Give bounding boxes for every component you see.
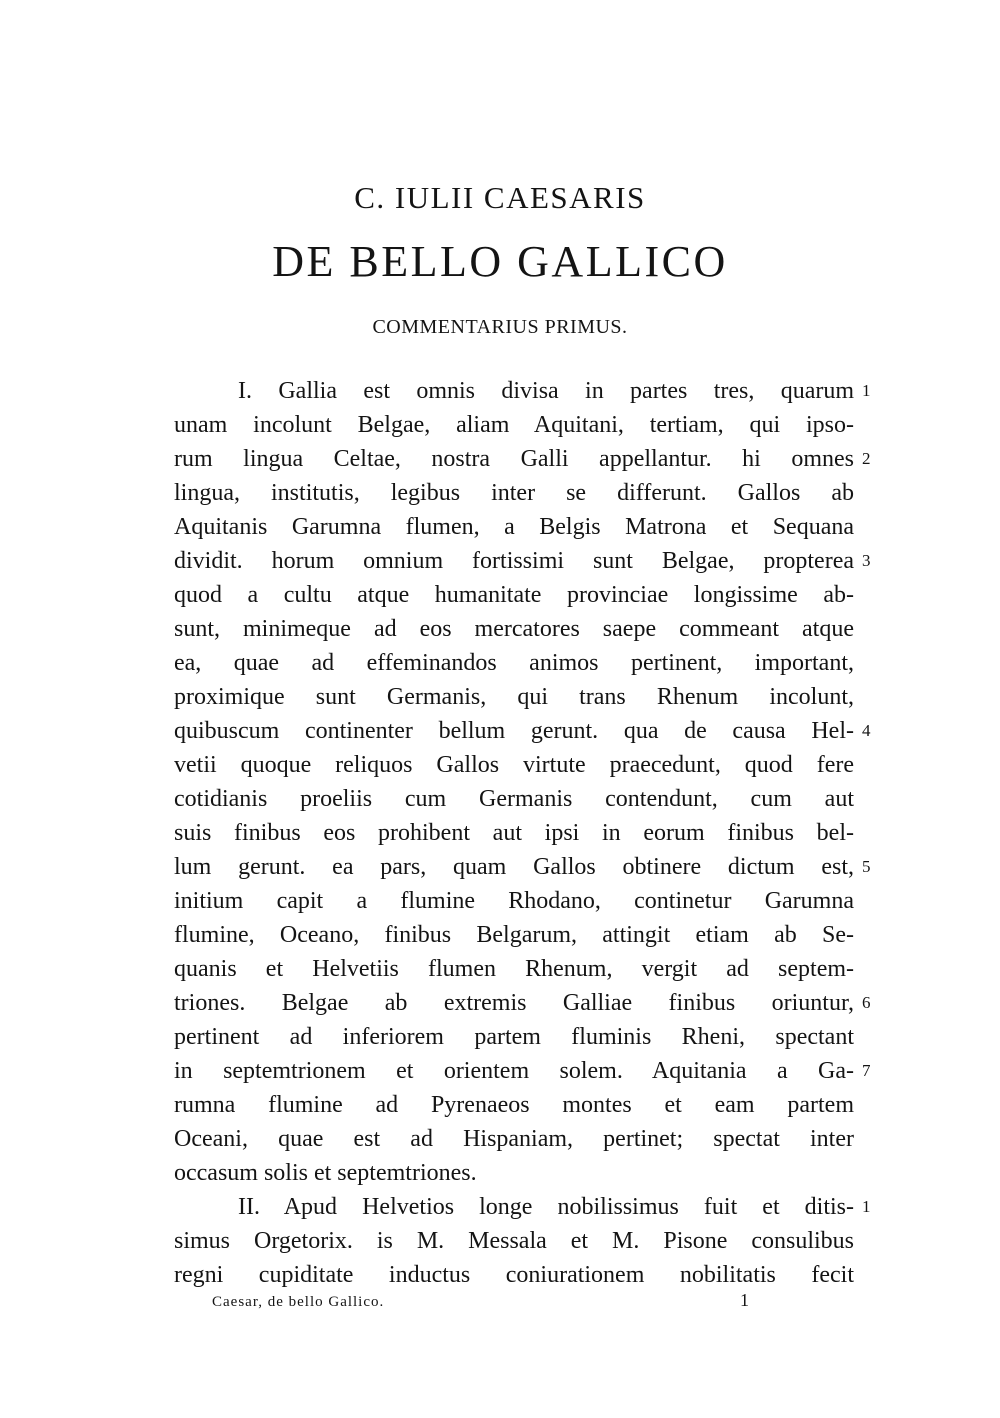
margin-number: 5 [862,857,871,876]
text-line: triones. Belgae ab extremis Galliae finibus oriuntur, [174,990,854,1016]
text-line: vetii quoque reliquos Gallos virtute praecedunt, quod fere [174,752,854,778]
footer-title: Caesar, de bello Gallico. [212,1294,385,1310]
text-line: suis finibus eos prohibent aut ipsi in eorum finibus bel- [174,820,854,846]
text-line: sunt, minimeque ad eos mercatores saepe commeant atque [174,616,854,642]
text-line: quibuscum continenter bellum gerunt. qua de causa Hel- [174,718,854,744]
text-line: pertinent ad inferiorem partem fluminis Rheni, spectant [174,1024,854,1050]
margin-number: 1 [862,1197,871,1216]
text-line: lum gerunt. ea pars, quam Gallos obtinere dictum est, [174,854,854,880]
margin-number: 2 [862,449,871,468]
text-line: Aquitanis Garumna flumen, a Belgis Matrona et Sequana [174,514,854,540]
text-line: quanis et Helvetiis flumen Rhenum, vergit ad septem- [174,956,854,982]
margin-number: 1 [862,381,871,400]
text-line: regni cupiditate inductus coniurationem nobilitatis fecit [174,1262,854,1288]
margin-number: 7 [862,1061,871,1080]
text-line: rumna flumine ad Pyrenaeos montes et eam partem [174,1092,854,1118]
margin-number: 4 [862,721,871,740]
text-line: I. Gallia est omnis divisa in partes tres, quarum [238,378,854,404]
author-heading: C. IULII CAESARIS [354,180,646,215]
text-line: II. Apud Helvetios longe nobilissimus fuit et ditis- [238,1194,854,1220]
page-number: 1 [740,1290,749,1310]
book-subtitle: COMMENTARIUS PRIMUS. [372,316,628,338]
text-line: occasum solis et septemtriones. [174,1160,477,1186]
text-line: flumine, Oceano, finibus Belgarum, attingit etiam ab Se- [174,922,854,948]
text-line: lingua, institutis, legibus inter se differunt. Gallos ab [174,480,854,506]
text-line: quod a cultu atque humanitate provinciae longissime ab- [174,582,854,608]
text-line: rum lingua Celtae, nostra Galli appellantur. hi omnes [174,446,854,472]
text-line: dividit. horum omnium fortissimi sunt Belgae, propterea [174,548,854,574]
text-line: proximique sunt Germanis, qui trans Rhenum incolunt, [174,684,854,710]
text-line: in septemtrionem et orientem solem. Aquitania a Ga- [174,1058,854,1084]
text-line: unam incolunt Belgae, aliam Aquitani, tertiam, qui ipso- [174,412,854,438]
body-text [174,374,854,1292]
text-line: cotidianis proeliis cum Germanis contendunt, cum aut [174,786,854,812]
margin-number: 3 [862,551,871,570]
text-line: initium capit a flumine Rhodano, continetur Garumna [174,888,854,914]
work-title: DE BELLO GALLICO [272,237,728,286]
text-line: ea, quae ad effeminandos animos pertinent, important, [174,650,854,676]
text-line: Oceani, quae est ad Hispaniam, pertinet; spectat inter [174,1126,854,1152]
margin-number: 6 [862,993,871,1012]
text-line: simus Orgetorix. is M. Messala et M. Pisone consulibus [174,1228,854,1254]
